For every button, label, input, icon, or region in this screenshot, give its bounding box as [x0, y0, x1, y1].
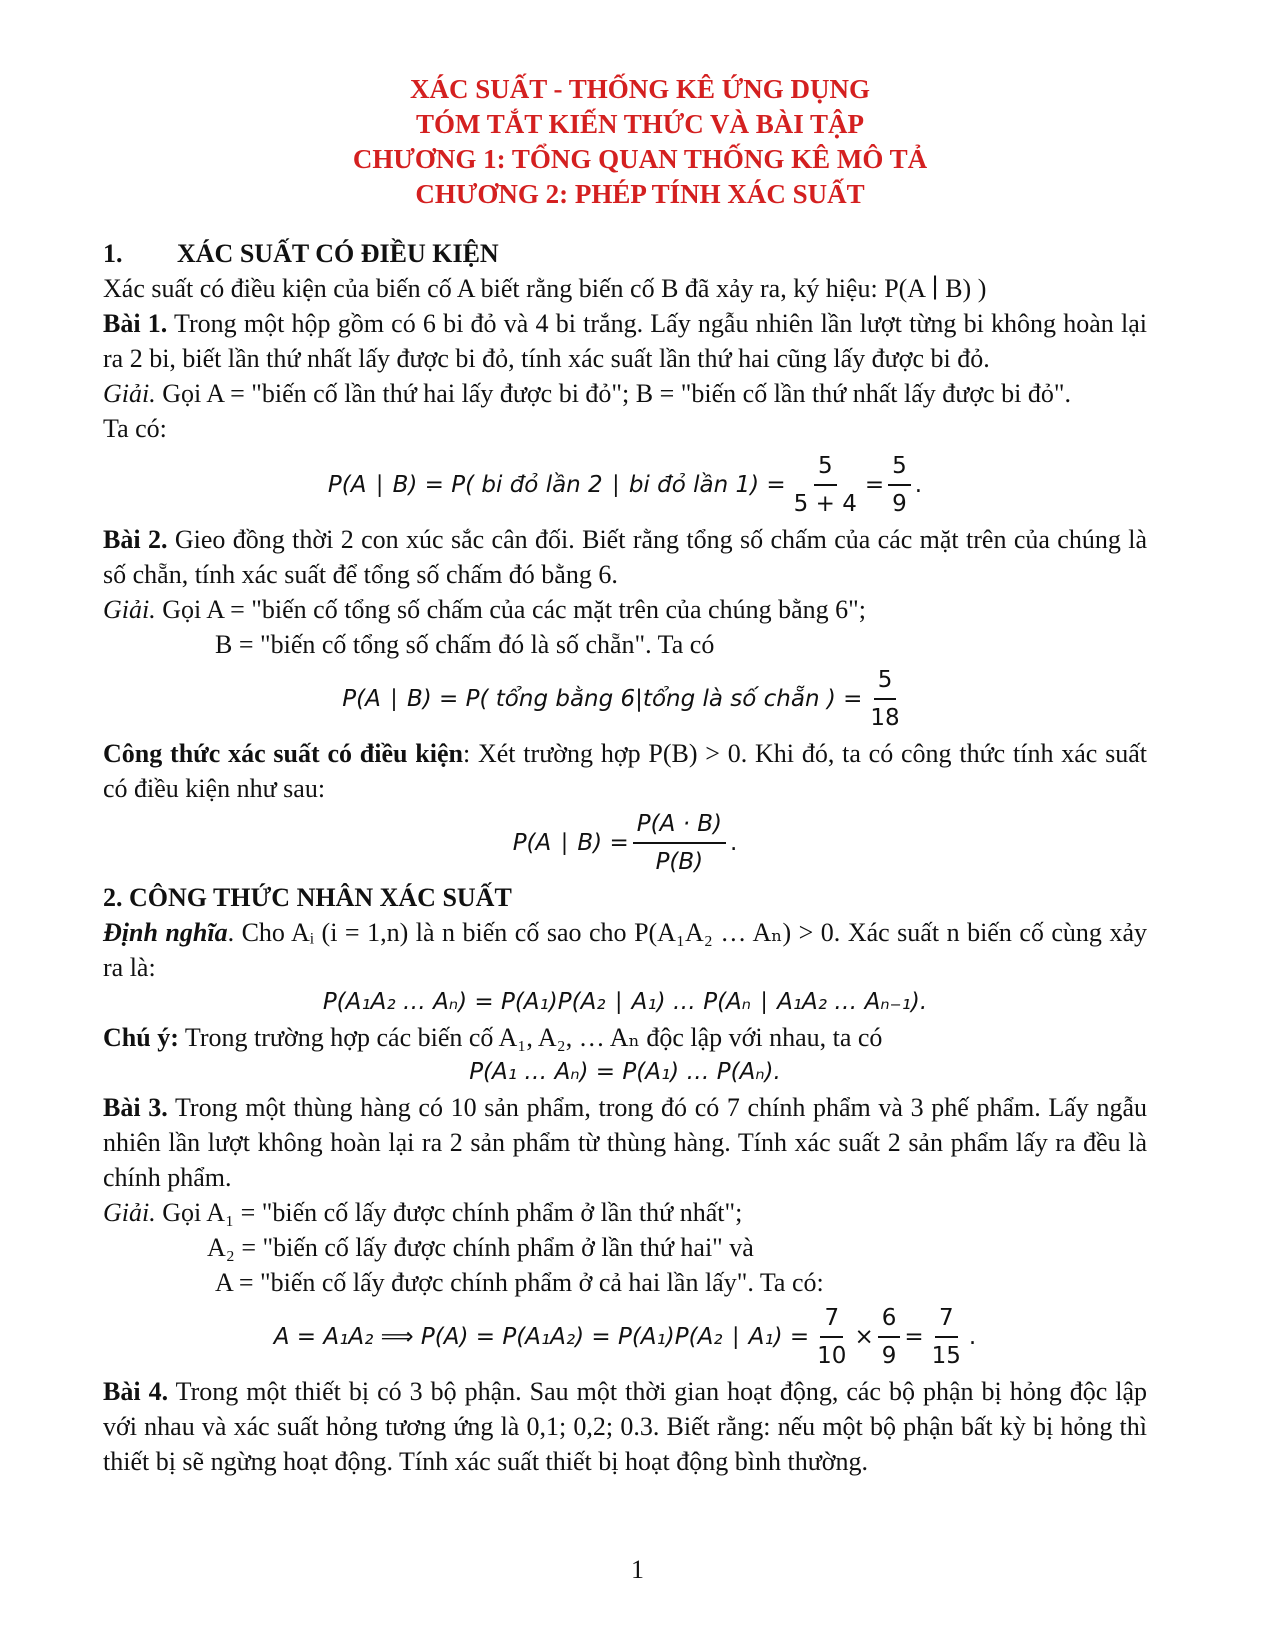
note-label: Chú ý:	[103, 1023, 179, 1052]
section-2-heading: 2. CÔNG THỨC NHÂN XÁC SUẤT	[103, 883, 512, 912]
equals-sign: =	[904, 1323, 924, 1350]
definition-label: Định nghĩa	[103, 918, 228, 947]
exercise-label: Bài 2.	[103, 525, 168, 554]
solution-text: Gọi A = "biến cố lần thứ hai lấy được bi đỏ"; B = "biến cố lần thứ nhất lấy được bi đỏ".	[162, 379, 1072, 408]
fraction-denominator: 18	[870, 705, 900, 731]
solution-text: Gọi A = "biến cố tổng số chấm của các mặt trên của chúng bằng 6";	[162, 595, 866, 624]
exercise-text: Trong một hộp gồm có 6 bi đỏ và 4 bi trắng. Lấy ngẫu nhiên lần lượt từng bi không hoàn lại ra 2 bi, biết lần thứ nhất lấy được bi đỏ, tính xác suất lần thứ hai cũng lấy được bi đỏ.	[103, 309, 1148, 373]
solution-label: Giải.	[103, 379, 156, 408]
fraction	[928, 1300, 965, 1374]
formula-label: Công thức xác suất có điều kiện	[103, 739, 463, 768]
section-number: 1.	[103, 239, 123, 268]
section-1-heading	[103, 236, 1147, 271]
page-number: 1	[631, 1555, 644, 1584]
equation-conditional-probability	[103, 806, 1147, 880]
exercise-label: Bài 3.	[103, 1093, 168, 1122]
fraction-numerator: 5	[888, 448, 911, 486]
exercise-3	[103, 1090, 1147, 1195]
fraction-numerator: 7	[935, 1300, 958, 1338]
fraction-numerator: P(A · B)	[633, 806, 726, 844]
fraction-denominator: 10	[817, 1343, 847, 1369]
exercise-2-solution	[103, 592, 1147, 627]
fraction	[866, 662, 903, 736]
formula-text: : Xét trường hợp P(B) > 0. Khi đó, ta có công thức tính xác suất có điều kiện như sau:	[103, 739, 1147, 803]
equation-left: P(A ∣ B) = P( tổng bằng 6|tổng là số chẵn ) =	[342, 685, 863, 712]
fraction-numerator: 5	[874, 662, 897, 700]
fraction-denominator: 5 + 4	[793, 491, 857, 517]
period: .	[914, 471, 923, 498]
exercise-text: Trong một thiết bị có 3 bộ phận. Sau một thời gian hoạt động, các bộ phận bị hỏng độc lập với nhau và xác suất hỏng tương ứng là 0,1; 0,2; 0.3. Biết rằng: nếu một bộ phận bất kỳ bị hỏng thì thiết bị sẽ ngừng hoạt động. Tính xác suất thiết bị hoạt động bình thường.	[103, 1377, 1147, 1476]
equation-exercise-1	[103, 448, 1147, 522]
fraction-denominator: 9	[881, 1343, 897, 1369]
exercise-3-solution	[103, 1195, 1147, 1230]
exercise-3-solution-line-3: A = "biến cố lấy được chính phẩm ở cả hai lần lấy". Ta có:	[215, 1268, 824, 1297]
equation-left: P(A ∣ B) = P( bi đỏ lần 2 ∣ bi đỏ lần 1) =	[327, 471, 786, 498]
solution-text: Gọi A₁ = "biến cố lấy được chính phẩm ở lần thứ nhất";	[162, 1198, 743, 1227]
equation-left: A = A₁A₂ ⟹ P(A) = P(A₁A₂) = P(A₁)P(A₂ ∣ A₁) =	[273, 1323, 810, 1350]
document-header	[133, 72, 1147, 212]
header-chapter-1: CHƯƠNG 1: TỔNG QUAN THỐNG KÊ MÔ TẢ	[352, 144, 928, 174]
times-sign: ×	[854, 1323, 874, 1350]
solution-label: Giải.	[103, 1198, 156, 1227]
exercise-text: Gieo đồng thời 2 con xúc sắc cân đối. Biết rằng tổng số chấm của các mặt trên của chúng là số chẵn, tính xác suất để tổng số chấm đó bằng 6.	[103, 525, 1147, 589]
header-title: XÁC SUẤT - THỐNG KÊ ỨNG DỤNG	[409, 74, 871, 104]
exercise-1-taco: Ta có:	[103, 414, 167, 443]
equals-sign: =	[864, 471, 885, 498]
fraction	[790, 448, 861, 522]
definition-text: . Cho Aᵢ (i = 1,n) là n biến cố sao cho P(A₁A₂ … Aₙ) > 0. Xác suất n biến cố cùng xảy ra là:	[103, 918, 1147, 982]
fraction-denominator: P(B)	[655, 849, 704, 875]
section-1-intro: Xác suất có điều kiện của biến cố A biết rằng biến cố B đã xảy ra, ký hiệu: P(A ∣ B) )	[103, 274, 987, 303]
exercise-2-solution-line-2: B = "biến cố tổng số chấm đó là số chẵn". Ta có	[215, 630, 715, 659]
period: .	[730, 829, 738, 856]
fraction-numerator: 5	[814, 448, 837, 486]
exercise-text: Trong một thùng hàng có 10 sản phẩm, trong đó có 7 chính phẩm và 3 phế phẩm. Lấy ngẫu nhiên lần lượt không hoàn lại ra 2 sản phẩm từ thùng hàng. Tính xác suất 2 sản phẩm lấy ra đều là chính phẩm.	[103, 1093, 1148, 1192]
fraction-denominator: 9	[892, 491, 907, 517]
fraction	[878, 1300, 901, 1374]
exercise-2	[103, 522, 1147, 592]
equation-multiplication-rule: P(A₁A₂ … Aₙ) = P(A₁)P(A₂ ∣ A₁) … P(Aₙ ∣ A₁A₂ … Aₙ₋₁).	[322, 989, 928, 1015]
conditional-probability-formula	[103, 736, 1147, 806]
exercise-4	[103, 1374, 1147, 1479]
exercise-label: Bài 1.	[103, 309, 168, 338]
equation-independent: P(A₁ … Aₙ) = P(A₁) … P(Aₙ).	[469, 1059, 781, 1085]
section-title: XÁC SUẤT CÓ ĐIỀU KIỆN	[177, 239, 499, 268]
fraction-denominator: 15	[931, 1343, 961, 1369]
note	[103, 1020, 1147, 1055]
equation-exercise-3	[103, 1300, 1147, 1374]
fraction	[633, 806, 726, 880]
solution-label: Giải.	[103, 595, 156, 624]
note-text: Trong trường hợp các biến cố A₁, A₂, … Aₙ độc lập với nhau, ta có	[184, 1023, 883, 1052]
exercise-1	[103, 306, 1147, 376]
exercise-label: Bài 4.	[103, 1377, 169, 1406]
exercise-3-solution-line-2: A₂ = "biến cố lấy được chính phẩm ở lần thứ hai" và	[207, 1233, 754, 1262]
period: .	[968, 1323, 977, 1350]
fraction	[813, 1300, 850, 1374]
header-subtitle: TÓM TẮT KIẾN THỨC VÀ BÀI TẬP	[415, 109, 865, 139]
definition	[103, 915, 1147, 985]
fraction-numerator: 7	[820, 1300, 843, 1338]
header-chapter-2: CHƯƠNG 2: PHÉP TÍNH XÁC SUẤT	[415, 179, 865, 209]
fraction-numerator: 6	[878, 1300, 901, 1338]
exercise-1-solution	[103, 376, 1147, 411]
equation-exercise-2	[103, 662, 1147, 736]
equation-left: P(A ∣ B) =	[512, 829, 629, 856]
fraction	[888, 448, 911, 522]
